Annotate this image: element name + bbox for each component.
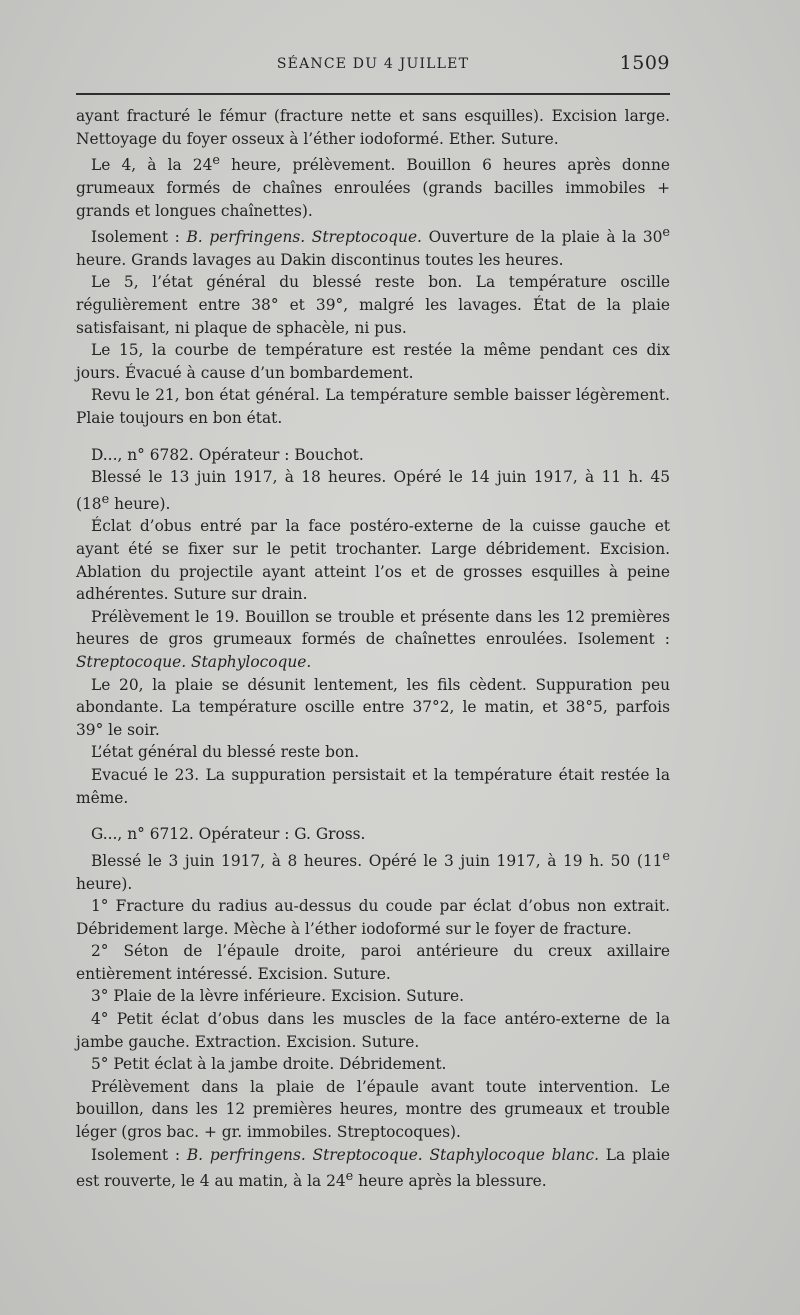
case-heading: G..., n° 6712. Opérateur : G. Gross. xyxy=(91,825,366,844)
paragraph: Blessé le 13 juin 1917, à 18 heures. Opéré le 14 juin 1917, à 11 h. 45 (18e heure). xyxy=(76,468,670,513)
paragraph: 5° Petit éclat à la jambe droite. Débridement. xyxy=(91,1055,447,1074)
paragraph: Prélèvement le 19. Bouillon se trouble et présente dans les 12 premières heures de gros grumeaux formés de chaînettes enroulées. Isolement : Streptocoque. Staphylocoque. xyxy=(76,607,670,672)
paragraph: Isolement : B. perfringens. Streptocoque. Staphylocoque blanc. La plaie est rouverte, le 4 au matin, à la 24e heure après la blessure. xyxy=(76,1145,670,1191)
paragraph: 4° Petit éclat d’obus dans les muscles de la face antéro-externe de la jambe gauche. Extraction. Excision. Suture. xyxy=(76,1010,670,1051)
header-rule xyxy=(76,93,670,95)
paragraph: Éclat d’obus entré par la face postéro-externe de la cuisse gauche et ayant été se fixer sur le petit trochanter. Large débridement. Excision. Ablation du projectile ayant atteint l’os et de grosses esquilles à peine adhérentes. Suture sur drain. xyxy=(76,517,670,604)
page-header xyxy=(76,50,670,80)
paragraph: 2° Séton de l’épaule droite, paroi antérieure du creux axillaire entièrement intéressé. Excision. Suture. xyxy=(76,942,670,983)
paragraph: L’état général du blessé reste bon. xyxy=(91,743,360,762)
paragraph: 1° Fracture du radius au-dessus du coude par éclat d’obus non extrait. Débridement large. Mèche à l’éther iodoformé sur le foyer de fracture. xyxy=(76,897,670,938)
paragraph: Revu le 21, bon état général. La température semble baisser légèrement. Plaie toujours en bon état. xyxy=(76,386,670,427)
body-text xyxy=(76,105,670,1193)
paragraph: Le 4, à la 24e heure, prélèvement. Bouillon 6 heures après donne grumeaux formés de chaînes enroulées (grands bacilles immobiles + grands et longues chaînettes). xyxy=(76,153,670,220)
paragraph: ayant fracturé le fémur (fracture nette et sans esquilles). Excision large. Nettoyage du foyer osseux à l’éther iodoformé. Ether. Suture. xyxy=(76,107,670,148)
paragraph: Le 20, la plaie se désunit lentement, les fils cèdent. Suppuration peu abondante. La température oscille entre 37°2, le matin, et 38°5, parfois 39° le soir. xyxy=(76,675,670,739)
paragraph: Le 5, l’état général du blessé reste bon. La température oscille régulièrement entre 38° et 39°, malgré les lavages. État de la plaie satisfaisant, ni plaque de sphacèle, ni pus. xyxy=(76,273,670,337)
running-title: SÉANCE DU 4 JUILLET xyxy=(276,56,470,72)
case-heading: D..., n° 6782. Opérateur : Bouchot. xyxy=(91,445,364,464)
paragraph: Blessé le 3 juin 1917, à 8 heures. Opéré le 3 juin 1917, à 19 h. 50 (11e heure). xyxy=(76,848,670,893)
organism-names: B. perfringens. Streptocoque. xyxy=(186,228,422,247)
organism-names: B. perfringens. Streptocoque. Staphylocoque blanc. xyxy=(186,1145,599,1164)
paragraph: 3° Plaie de la lèvre inférieure. Excision. Suture. xyxy=(91,987,465,1006)
paragraph: Le 15, la courbe de température est restée la même pendant ces dix jours. Évacué à cause d’un bombardement. xyxy=(76,341,670,382)
organism-names: Streptocoque. Staphylocoque. xyxy=(76,653,312,672)
paragraph: Isolement : B. perfringens. Streptocoque. Ouverture de la plaie à la 30e heure. Grands lavages au Dakin discontinus toutes les heures. xyxy=(76,225,670,269)
paragraph: Prélèvement dans la plaie de l’épaule avant toute intervention. Le bouillon, dans les 12 premières heures, montre des grumeaux et trouble léger (gros bac. + gr. immobiles. Streptocoques). xyxy=(76,1077,670,1142)
page-number: 1509 xyxy=(619,52,670,74)
paragraph: Evacué le 23. La suppuration persistait et la température était restée la même. xyxy=(76,766,670,807)
